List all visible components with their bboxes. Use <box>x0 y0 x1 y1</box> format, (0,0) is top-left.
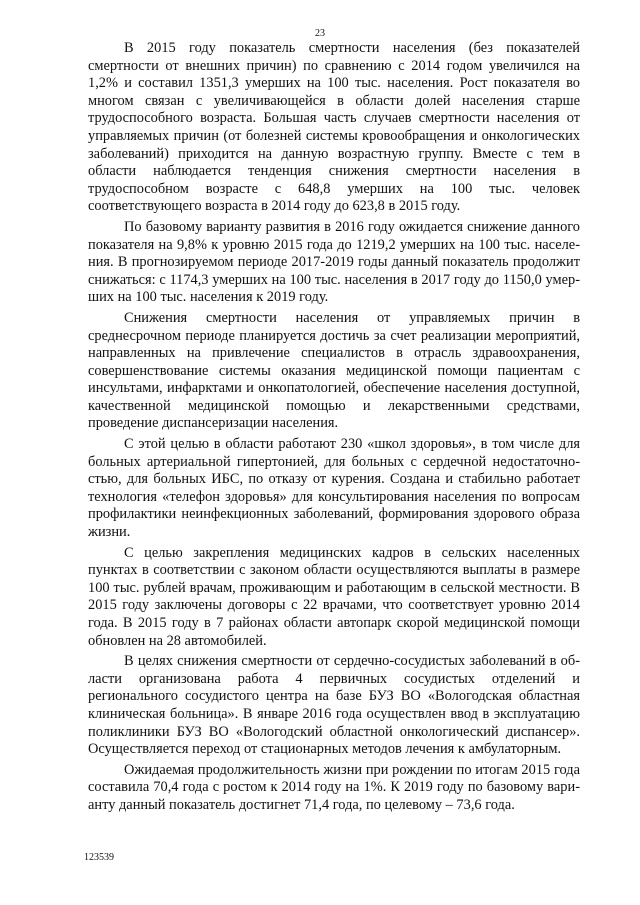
paragraph-rural-doctors: С целью закрепления медицинских кадров в сельских населенных пунктах в соответствии с законом области осуществляются выплаты в размере 100 тыс. рублей врачам, проживающим и работающим в сельской местности. В 2015 году заключены договоры с 22 врачами, что соответствует уровню 2014 года. В 2015 году в 7 районах области автопарк скорой медицинской помощи обновлен на 28 автомобилей. <box>88 544 580 649</box>
footer-code: 123539 <box>84 852 114 863</box>
paragraph-base-forecast: По базовому варианту развития в 2016 году ожидается снижение данного показателя на 9,8% к уровню 2015 года до 1219,2 умерших на 100 тыс. населения. В прогнозируемом периоде 2017-2019 годы данный показатель продолжит снижаться: с 1174,3 умерших на 100 тыс. населения в 2017 году до 1150,0 умерших на 100 тыс. населения к 2019 году. <box>88 218 580 306</box>
paragraph-reduction-measures: Снижения смертности населения от управляемых причин в среднесрочном периоде планируется достичь за счет реализации мероприятий, направленных на привлечение специалистов в отрасль здравоохранения, совершенствование системы оказания медицинской помощи пациентам с инсультами, инфарктами и онкопатологией, обеспечение населения доступной, качественной медицинской помощью и лекарственными средствами, проведение диспансеризации населения. <box>88 309 580 432</box>
paragraph-cardiovascular: В целях снижения смертности от сердечно-сосудистых заболеваний в области организована работа 4 первичных сосудистых отделений и регионального сосудистого центра на базе БУЗ ВО «Вологодская областная клиническая больница». В январе 2016 года осуществлен ввод в эксплуатацию поликлиники БУЗ ВО «Вологодский областной онкологический диспансер». Осуществляется переход от стационарных методов лечения к амбулаторным. <box>88 653 580 758</box>
document-body <box>88 40 580 818</box>
paragraph-mortality-2015: В 2015 году показатель смертности населения (без показателей смертности от внешних причин) по сравнению с 2014 годом увеличился на 1,2% и составил 1351,3 умерших на 100 тыс. населения. Рост показателя во многом связан с увеличивающейся в области долей населения старше трудоспособного возраста. Большая часть случаев смертности населения от управляемых причин (от болезней системы кровообращения и онкологических заболеваний) приходится на данную возрастную группу. Вместе с тем в области наблюдается тенденция снижения смертности населения в трудоспособном возрасте с 648,8 умерших на 100 тыс. человек соответствующего возраста в 2014 году до 623,8 в 2015 году. <box>88 40 580 215</box>
page-number: 23 <box>315 28 325 39</box>
paragraph-life-expectancy: Ожидаемая продолжительность жизни при рождении по итогам 2015 года составила 70,4 года с ростом к 2014 году на 1%. К 2019 году по базовому варианту данный показатель достигнет 71,4 года, по целевому – 73,6 года. <box>88 761 580 813</box>
paragraph-health-schools: С этой целью в области работают 230 «школ здоровья», в том числе для больных артериальной гипертонией, для больных с сердечной недостаточностью, для больных ИБС, по отказу от курения. Создана и стабильно работает технология «телефон здоровья» для консультирования населения по вопросам профилактики неинфекционных заболеваний, формирования здорового образа жизни. <box>88 436 580 541</box>
